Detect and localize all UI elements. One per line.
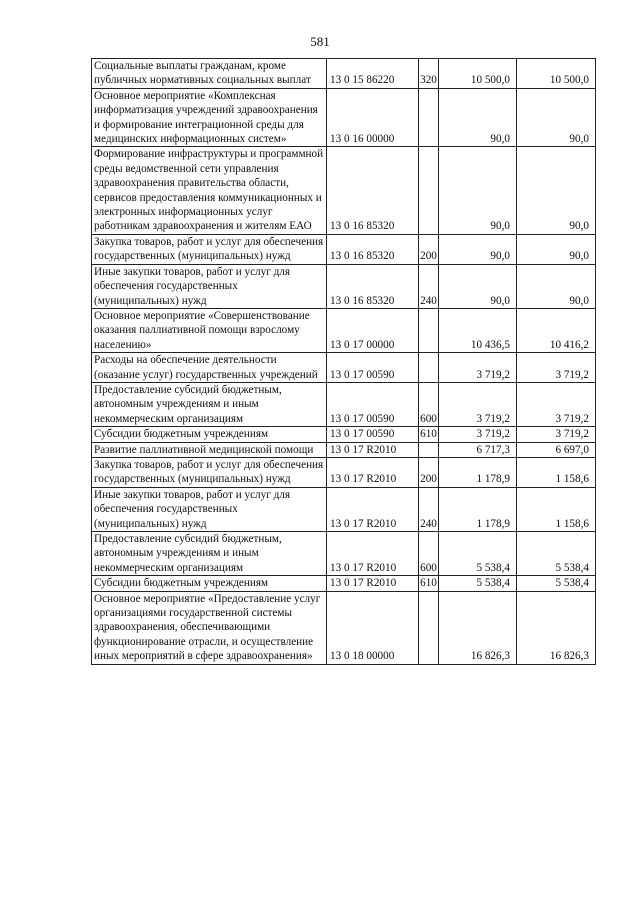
row-name-cell: Основное мероприятие «Комплексная информатизация учреждений здравоохранения и формирование интеграционной среды для медицинских информационных систем» <box>92 88 327 147</box>
row-name-cell: Основное мероприятие «Предоставление услуг организациями государственной системы здравоохранения, обеспечивающими функционирование отрасли, и осуществление иных мероприятий в сфере здравоохранения» <box>92 591 327 664</box>
row-value-2-cell: 6 697,0 <box>517 442 596 457</box>
row-code-cell: 13 0 16 85320 <box>327 147 419 234</box>
table-row <box>92 264 596 308</box>
row-code-cell: 13 0 18 00000 <box>327 591 419 664</box>
row-vr-cell: 600 <box>419 382 439 426</box>
row-value-1-cell: 90,0 <box>439 234 517 264</box>
row-value-2-cell: 90,0 <box>517 88 596 147</box>
row-value-2-cell: 90,0 <box>517 234 596 264</box>
row-vr-cell <box>419 442 439 457</box>
row-code-cell: 13 0 17 00590 <box>327 427 419 442</box>
row-value-2-cell: 3 719,2 <box>517 427 596 442</box>
row-value-2-cell: 1 158,6 <box>517 487 596 531</box>
row-name-cell: Социальные выплаты гражданам, кроме публичных нормативных социальных выплат <box>92 59 327 89</box>
row-vr-cell: 240 <box>419 264 439 308</box>
row-value-2-cell: 5 538,4 <box>517 576 596 591</box>
row-value-1-cell: 90,0 <box>439 147 517 234</box>
table-row <box>92 234 596 264</box>
row-vr-cell <box>419 88 439 147</box>
row-code-cell: 13 0 16 85320 <box>327 264 419 308</box>
row-name-cell: Формирование инфраструктуры и программной среды ведомственной сети управления здравоохранения правительства области, сервисов предоставления коммуникационных и электронных информационных услуг работникам здравоохранения и жителям ЕАО <box>92 147 327 234</box>
budget-table-body <box>92 59 596 665</box>
row-code-cell: 13 0 17 R2010 <box>327 457 419 487</box>
table-row <box>92 59 596 89</box>
row-name-cell: Расходы на обеспечение деятельности (оказание услуг) государственных учреждений <box>92 353 327 383</box>
row-name-cell: Закупка товаров, работ и услуг для обеспечения государственных (муниципальных) нужд <box>92 234 327 264</box>
row-code-cell: 13 0 17 R2010 <box>327 487 419 531</box>
row-value-1-cell: 5 538,4 <box>439 576 517 591</box>
row-name-cell: Развитие паллиативной медицинской помощи <box>92 442 327 457</box>
table-row <box>92 457 596 487</box>
row-code-cell: 13 0 17 00590 <box>327 382 419 426</box>
table-row <box>92 442 596 457</box>
row-code-cell: 13 0 17 R2010 <box>327 442 419 457</box>
row-code-cell: 13 0 17 R2010 <box>327 532 419 576</box>
row-value-2-cell: 10 500,0 <box>517 59 596 89</box>
row-name-cell: Иные закупки товаров, работ и услуг для обеспечения государственных (муниципальных) нужд <box>92 264 327 308</box>
row-code-cell: 13 0 17 00590 <box>327 353 419 383</box>
row-code-cell: 13 0 17 00000 <box>327 308 419 352</box>
row-value-2-cell: 10 416,2 <box>517 308 596 352</box>
table-row <box>92 382 596 426</box>
row-vr-cell <box>419 591 439 664</box>
row-vr-cell <box>419 147 439 234</box>
row-vr-cell: 320 <box>419 59 439 89</box>
row-name-cell: Предоставление субсидий бюджетным, автономным учреждениям и иным некоммерческим организациям <box>92 532 327 576</box>
table-row <box>92 353 596 383</box>
row-vr-cell: 200 <box>419 234 439 264</box>
table-row <box>92 308 596 352</box>
row-value-1-cell: 16 826,3 <box>439 591 517 664</box>
row-value-1-cell: 1 178,9 <box>439 457 517 487</box>
row-value-2-cell: 5 538,4 <box>517 532 596 576</box>
row-code-cell: 13 0 15 86220 <box>327 59 419 89</box>
row-name-cell: Иные закупки товаров, работ и услуг для обеспечения государственных (муниципальных) нужд <box>92 487 327 531</box>
table-row <box>92 487 596 531</box>
row-value-1-cell: 10 500,0 <box>439 59 517 89</box>
row-code-cell: 13 0 16 85320 <box>327 234 419 264</box>
table-row <box>92 147 596 234</box>
row-value-2-cell: 3 719,2 <box>517 353 596 383</box>
row-vr-cell: 200 <box>419 457 439 487</box>
row-value-1-cell: 6 717,3 <box>439 442 517 457</box>
table-row <box>92 591 596 664</box>
row-vr-cell: 610 <box>420 577 437 590</box>
row-value-1-cell: 5 538,4 <box>439 532 517 576</box>
row-value-1-cell: 3 719,2 <box>439 382 517 426</box>
row-name-cell: Основное мероприятие «Совершенствование оказания паллиативной помощи взрослому населению» <box>92 308 327 352</box>
row-vr-cell: 600 <box>419 532 439 576</box>
row-vr-cell <box>419 353 439 383</box>
row-value-2-cell: 90,0 <box>517 264 596 308</box>
row-value-2-cell: 1 158,6 <box>517 457 596 487</box>
row-name-cell: Субсидии бюджетным учреждениям <box>92 427 327 442</box>
row-name-cell: Предоставление субсидий бюджетным, автономным учреждениям и иным некоммерческим организациям <box>92 382 327 426</box>
row-value-2-cell: 90,0 <box>517 147 596 234</box>
row-vr-cell: 240 <box>419 487 439 531</box>
row-value-1-cell: 10 436,5 <box>439 308 517 352</box>
row-value-2-cell: 3 719,2 <box>517 382 596 426</box>
table-row <box>92 532 596 576</box>
row-vr-cell <box>419 308 439 352</box>
row-value-1-cell: 3 719,2 <box>439 353 517 383</box>
table-row <box>92 88 596 147</box>
row-code-cell: 13 0 16 00000 <box>327 88 419 147</box>
table-row <box>92 576 596 591</box>
row-value-1-cell: 3 719,2 <box>439 427 517 442</box>
page-number: 581 <box>310 34 330 49</box>
row-value-2-cell: 16 826,3 <box>517 591 596 664</box>
row-value-1-cell: 1 178,9 <box>439 487 517 531</box>
row-name-cell: Субсидии бюджетным учреждениям <box>92 576 327 591</box>
table-row <box>92 427 596 442</box>
row-value-1-cell: 90,0 <box>439 88 517 147</box>
row-code-cell: 13 0 17 R2010 <box>327 576 419 591</box>
row-name-cell: Закупка товаров, работ и услуг для обеспечения государственных (муниципальных) нужд <box>92 457 327 487</box>
row-value-1-cell: 90,0 <box>439 264 517 308</box>
row-vr-cell: 610 <box>420 428 437 441</box>
budget-table <box>91 58 596 665</box>
